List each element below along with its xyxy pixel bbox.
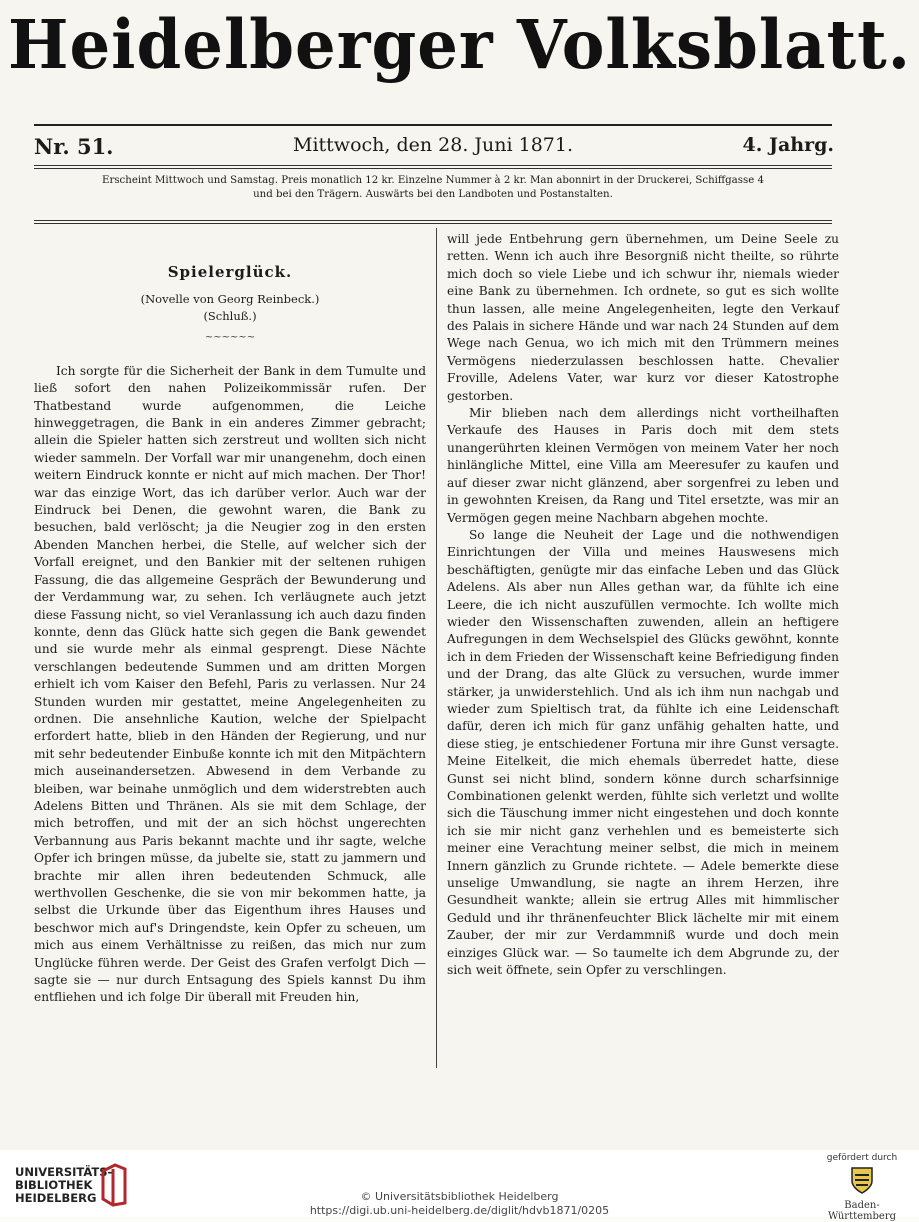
- library-name-line-1: UNIVERSITÄTS-: [15, 1165, 113, 1179]
- right-paragraph: So lange die Neuheit der Lage und die nothwendigen Einrichtungen der Villa und meines Hauswesens mich beschäftigten, genügte mir das einfache Leben und das Glück Adelens. Als aber nun Alles gethan war, da fühlte ich eine Leere, die ich nicht auszufüllen vermochte. Ich wollte mich wieder den Wissenschaften zuwenden, allein an heftigere Aufregungen in dem Wechselspiel des Glücks gewöhnt, konnte ich in dem Frieden der Wissenschaft keine Befriedigung finden und der Drang, das alte Glück zu versuchen, wurde immer stärker, ja unwiderstehlich. Und als ich ihm nun nachgab und wieder zum Spieltisch trat, da fühlte ich eine Leidenschaft dafür, deren ich mich für ganz unfähig gehalten hatte, und diese stieg, je entschiedener Fortuna mir ihre Gunst versagte. Meine Eitelkeit, die mich ehemals überredet hatte, diese Gunst sei nicht blind, sondern könne durch scharfsinnige Combinationen gelenkt werden, fühlte sich verletzt und wollte sich die Täuschung immer nicht eingestehen und doch konnte ich sie mir nicht ganz verhehlen und es bemeisterte sich meiner eine Verachtung meiner selbst, die mich in meinem Innern gänzlich zu Grunde richtete. — Adele bemerkte diese unselige Umwandlung, sie nagte an ihrem Herzen, ihre Gesundheit wankte; allein sie ertrug Alles mit himmlischer Geduld und ihr thränenfeuchter Blick lächelte mir mit einem Zauber, der mir zur Verdammniß wurde und doch mein einziges Glück war. — So taumelte ich dem Abgrunde zu, der sich weit öffnete, sein Opfer zu verschlingen.: [447, 527, 839, 978]
- left-paragraph: Ich sorgte für die Sicherheit der Bank in dem Tumulte und ließ sofort den nahen Polizeikommissär rufen. Der Thatbestand wurde aufgenommen, die Leiche hinweggetragen, die Bank in ein anderes Zimmer gebracht; allein die Spieler hatten sich zerstreut und wollten sich nicht wieder sammeln. Der Vorfall war mir unangenehm, doch einen weitern Eindruck konnte er nicht auf mich machen. Der Thor! war das einzige Wort, das ich darüber verlor. Auch war der Eindruck bei Denen, die gewohnt waren, die Bank zu besuchen, bald verlöscht; ja die Neugier zog in den ersten Abenden Manchen herbei, die Stelle, auf welcher sich der Vorfall ereignet, und den Bankier mit der seltenen ruhigen Fassung, die das allgemeine Gespräch der Bewunderung und der Verdammung war, zu sehen. Ich verläugnete auch jetzt diese Fassung nicht, so viel Veranlassung ich auch dazu finden konnte, denn das Glück hatte sich gegen die Bank gewendet und sie wurde mehr als einmal gesprengt. Diese Nächte verschlangen bedeutende Summen und am dritten Morgen erhielt ich vom Kaiser den Befehl, Paris zu verlassen. Nur 24 Stunden wurden mir gestattet, meine Angelegenheiten zu ordnen. Die ansehnliche Kaution, welche der Spielpacht erfordert hatte, blieb in den Händen der Regierung, und nur mit sehr bedeutender Einbuße konnte ich mit den Mitpächtern mich auseinandersetzen. Abwesend in dem Verbande zu bleiben, war beinahe unmöglich und dem widerstrebten auch Adelens Bitten und Thränen. Als sie mit dem Schlage, der mich betroffen, und mit der an sich höchst ungerechten Verbannung aus Paris bekannt machte und ihr sagte, welche Opfer ich bringen müsse, da jubelte sie, statt zu jammern und brachte mir allen ihren bedeutenden Schmuck, alle werthvollen Geschenke, die sie von mir bekommen hatte, ja selbst die Urkunde über das Eigenthum ihres Hauses und beschwor mich auf's Dringendste, kein Opfer zu scheuen, um mich aus einem Verhältnisse zu reißen, das mich nur zum Unglücke führen werde. Der Geist des Grafen verfolgt Dich — sagte sie — nur durch Entsagung des Spiels kannst Du ihm entfliehen und ich folge Dir überall mit Freuden hin,: [34, 363, 426, 1005]
- right-column: [447, 231, 839, 979]
- notice-rule: [34, 220, 832, 221]
- subscription-notice: [34, 174, 832, 202]
- article-conclusion-note: (Schluß.): [203, 309, 257, 324]
- article-subtitle: (Novelle von Georg Reinbeck.): [140, 292, 320, 307]
- issue-date: Mittwoch, den 28. Juni 1871.: [293, 134, 573, 156]
- funder-name: Baden-Württemberg: [827, 1200, 897, 1222]
- funding-label: gefördert durch: [826, 1153, 898, 1163]
- dateline-rule-double: [34, 168, 832, 169]
- funder-logo[interactable]: [817, 1153, 907, 1222]
- coat-of-arms-icon: [849, 1165, 875, 1195]
- copyright-block: [0, 1190, 919, 1218]
- issue-number: Nr. 51.: [34, 134, 114, 159]
- masthead-title: Heidelberger Volksblatt.: [7, 6, 912, 85]
- right-paragraph: Mir blieben nach dem allerdings nicht vortheilhaften Verkaufe des Hauses in Paris doch mit dem stets unangerührten kleinen Vermögen von meinem Vater her noch hinlängliche Mittel, eine Villa am Meeresufer zu kaufen und auf dieser zwar nicht glänzend, aber sorgenfrei zu leben und in gewohnten Kreisen, da Rang und Titel ersetzte, was mir an Vermögen gegen meine Nachbarn abgehen mochte.: [447, 406, 839, 525]
- notice-rule-double: [34, 223, 832, 224]
- left-column: [34, 236, 426, 1007]
- masthead-rule: [34, 124, 832, 126]
- notice-line-1: Erscheint Mittwoch und Samstag. Preis monatlich 12 kr. Einzelne Nummer à 2 kr. Man abonnirt in der Druckerei, Schiffgasse 4: [102, 175, 764, 186]
- source-url[interactable]: https://digi.ub.uni-heidelberg.de/diglit/hdvb1871/0205: [309, 1204, 610, 1217]
- copyright-text: © Universitätsbibliothek Heidelberg: [360, 1190, 559, 1203]
- dateline-rule: [34, 165, 832, 166]
- dateline: [34, 134, 832, 160]
- ornament-divider: ~~~~~~: [204, 332, 256, 344]
- library-name-line-3: HEIDELBERG: [15, 1191, 97, 1205]
- column-divider: [436, 228, 437, 1068]
- library-name-line-2: BIBLIOTHEK: [15, 1178, 93, 1192]
- right-paragraph: will jede Entbehrung gern übernehmen, um Deine Seele zu retten. Wenn ich auch ihre Besorgniß nicht theilte, so rührte mich doch so viele Liebe und ich schwur ihr, niemals wieder eine Bank zu übernehmen. Ich ordnete, so gut es sich wollte thun lassen, alle meine Angelegenheiten, legte den Verkauf des Palais in sichere Hände und war nach 24 Stunden auf dem Wege nach Genua, wo ich mich mit den Trümmern meines Vermögens niederzulassen beschlossen hatte. Chevalier Froville, Adelens Vater, war kurz vor dieser Katostrophe gestorben.: [447, 232, 839, 403]
- article-title: Spielerglück.: [167, 263, 293, 281]
- notice-line-2: und bei den Trägern. Auswärts bei den Landboten und Postanstalten.: [253, 189, 613, 200]
- volume-year: 4. Jahrg.: [742, 134, 834, 156]
